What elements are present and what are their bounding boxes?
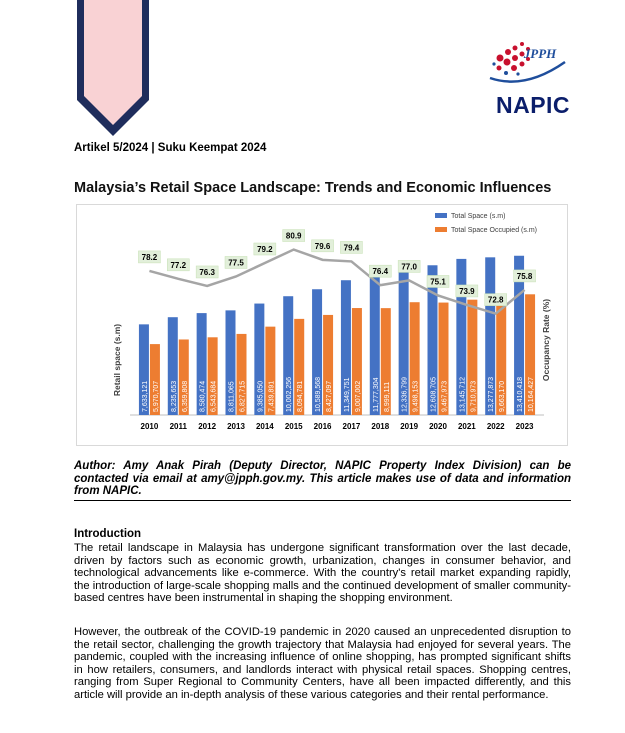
- logo-wordmark: NAPIC: [495, 92, 571, 118]
- occupancy-data-label: 80.9: [285, 231, 302, 241]
- section-heading: Introduction: [74, 528, 142, 540]
- data-label-total: 12,336,799: [401, 376, 409, 412]
- data-label-occupied: 6,543,684: [210, 380, 218, 412]
- occupancy-data-label: 73.9: [459, 286, 475, 296]
- occupancy-data-label: 77.2: [170, 260, 187, 270]
- legend-swatch-occupied: [435, 227, 447, 232]
- data-label-total: 13,145,712: [459, 376, 467, 412]
- intro-paragraph-2: However, the outbreak of the COVID-19 pandemic in 2020 caused an unprecedented disruption to the retail sector, challenging the growth trajectory that Malaysia had enjoyed for several years. The pandemic, coupled with the increasing influence of online shopping, has prompted significant shifts in how retailers, consumers, and landlords interact with physical retail spaces. Shopping centres, ranging from Super Regional to Community Centers, have all been impacted differently, and this article will provide an in-depth analysis of these various categories and their rental performance.: [74, 626, 571, 701]
- x-tick-label: 2022: [486, 422, 505, 431]
- data-label-occupied: 9,710,973: [470, 380, 478, 412]
- data-label-total: 7,633,121: [141, 380, 149, 412]
- occupancy-data-label: 79.2: [257, 245, 273, 254]
- data-label-total: 9,385,050: [257, 380, 265, 412]
- data-label-occupied: 9,498,153: [412, 380, 420, 412]
- article-code: Artikel 5/2024 | Suku Keempat 2024: [74, 142, 267, 154]
- legend-swatch-total: [435, 213, 447, 218]
- x-tick-label: 2012: [198, 422, 217, 431]
- x-tick-label: 2018: [371, 422, 390, 431]
- x-tick-label: 2011: [169, 422, 187, 431]
- data-label-total: 13,277,873: [488, 376, 496, 412]
- intro-paragraph-1: The retail landscape in Malaysia has undergone significant transformation over the last decade, driven by factors such as economic growth, urbanization, changes in consumer behavior, and technological advancements like e-commerce. With the country's retail market expanding rapidly, the introduction of large-scale shopping malls and the continued development of smaller community-based centres have been instrumental in shaping the shopping environment.: [74, 542, 571, 604]
- occupancy-data-label: 72.8: [487, 295, 504, 305]
- x-tick-label: 2021: [457, 422, 476, 431]
- chart-svg: [77, 205, 567, 445]
- data-label-occupied: 8,999,111: [383, 381, 391, 412]
- x-tick-label: 2015: [284, 422, 303, 431]
- x-tick-label: 2016: [313, 422, 332, 431]
- data-label-total: 8,235,653: [170, 380, 178, 412]
- data-label-occupied: 5,970,707: [152, 380, 160, 412]
- author-note: Author: Amy Anak Pirah (Deputy Director, NAPIC Property Index Division) can be contacted via email at amy@jpph.gov.my. This article makes use of data and information from NAPIC.: [74, 460, 571, 497]
- data-label-occupied: 9,467,973: [441, 380, 449, 412]
- legend-label-total: Total Space (s.m): [451, 213, 506, 220]
- data-label-total: 8,811,065: [228, 381, 236, 412]
- x-tick-label: 2010: [140, 422, 159, 431]
- occupancy-data-label: 79.6: [314, 241, 331, 251]
- occupancy-data-label: 76.3: [199, 267, 215, 277]
- data-label-occupied: 6,359,808: [181, 380, 189, 412]
- x-tick-label: 2019: [400, 422, 419, 431]
- y-axis-title: Retail space (s.m): [112, 323, 122, 397]
- occupancy-data-label: 75.8: [516, 271, 533, 281]
- data-label-total: 8,580,474: [199, 380, 207, 412]
- data-label-total: 11,777,304: [372, 377, 380, 412]
- data-label-occupied: 10,164,427: [528, 376, 536, 412]
- x-tick-label: 2023: [515, 422, 534, 431]
- occupancy-data-label: 76.4: [372, 267, 389, 277]
- data-label-occupied: 9,663,170: [499, 380, 507, 412]
- occupancy-data-label: 78.2: [141, 252, 158, 262]
- x-tick-label: 2017: [342, 422, 361, 431]
- x-tick-label: 2020: [429, 422, 447, 431]
- data-label-occupied: 7,439,891: [268, 380, 276, 412]
- occupancy-data-label: 77.0: [401, 262, 417, 272]
- data-label-total: 10,589,568: [315, 376, 323, 412]
- legend-label-occupied: Total Space Occupied (s.m): [451, 227, 537, 234]
- data-label-occupied: 8,094,781: [297, 380, 305, 412]
- data-label-total: 10,002,256: [286, 376, 294, 412]
- data-label-occupied: 9,007,002: [354, 380, 362, 412]
- svg-text:JPPH: JPPH: [523, 46, 557, 61]
- bookmark-ribbon-icon: [73, 0, 153, 140]
- data-label-occupied: 8,427,097: [326, 380, 334, 412]
- x-tick-label: 2014: [255, 422, 274, 431]
- data-label-total: 11,349,751: [343, 377, 351, 412]
- retail-space-chart: [76, 204, 568, 446]
- data-label-total: 13,410,418: [517, 376, 525, 412]
- data-label-occupied: 6,827,715: [239, 380, 247, 412]
- divider: [74, 500, 571, 501]
- y2-axis-title: Occupancy Rate (%): [541, 298, 551, 382]
- x-tick-label: 2013: [227, 422, 245, 431]
- occupancy-data-label: 75.1: [430, 277, 446, 287]
- occupancy-data-label: 77.5: [228, 258, 244, 268]
- occupancy-data-label: 79.4: [343, 243, 360, 253]
- page-title: Malaysia’s Retail Space Landscape: Trends and Economic Influences: [74, 180, 552, 196]
- data-label-total: 12,608,705: [430, 376, 438, 412]
